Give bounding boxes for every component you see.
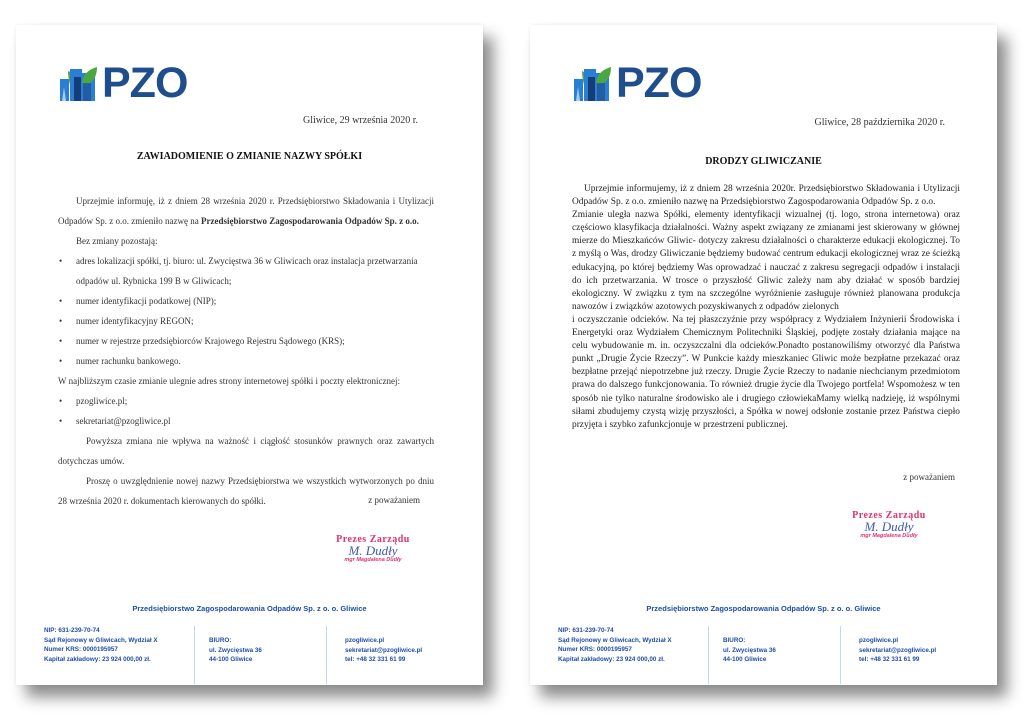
unchanged-label: Bez zmiany pozostają:: [76, 236, 158, 246]
letter-body: [58, 191, 434, 511]
validity-paragraph: Powyższa zmiana nie wpływa na ważność i ciągłość stosunków prawnych oraz zawartych dotychczas umów.: [58, 436, 434, 466]
list-item: • numer rachunku bankowego.: [58, 351, 434, 371]
footer-company-name: Przedsiębiorstwo Zagospodarowania Odpadów Sp. z o. o. Gliwice: [646, 604, 881, 613]
request-paragraph: Proszę o uwzględnienie nowej nazwy Przedsiębiorstwa we wszystkich wytworzonych po dniu 28 września 2020 r. dokumentach kierowanych do spółki.: [58, 476, 434, 506]
list-item: • adres lokalizacji spółki, tj. biuro: ul. Zwycięstwa 36 w Gliwicach oraz instalacja przetwarzania odpadów ul. Rybnicka 199 B w Gliwicach;: [58, 251, 434, 291]
intro-paragraph: [58, 191, 434, 231]
footer-office: [708, 626, 828, 684]
closing-text: z poważaniem: [368, 495, 420, 505]
letter-page-dear-residents: [530, 25, 997, 685]
office-city: 44-100 Gliwice: [723, 656, 767, 663]
footer-office: [194, 626, 314, 684]
letter-footer: [530, 604, 997, 663]
footer-contact: [326, 626, 422, 684]
letter-date: Gliwice, 28 października 2020 r.: [814, 117, 945, 128]
signature-role: Prezes Zarządu: [852, 510, 926, 521]
court: Sąd Rejonowy w Gliwicach, Wydział X: [558, 636, 672, 644]
letter-body: [572, 183, 960, 432]
list-item: • numer identyfikacyjny REGON;: [58, 311, 434, 331]
pzo-logo-icon: [572, 65, 612, 101]
letter-title: ZAWIADOMIENIE O ZMIANIE NAZWY SPÓŁKI: [136, 151, 363, 162]
change-label: W najbliższym czasie zmianie ulegnie adres strony internetowej spółki i poczty elektronicznej:: [58, 376, 400, 386]
office-city: 44-100 Gliwice: [209, 656, 253, 663]
footer-phone: tel: +48 32 331 61 99: [345, 656, 406, 663]
letter-page-name-change-notice: [16, 25, 483, 685]
signature-block: [844, 510, 934, 539]
office-street: ul. Zwycięstwa 36: [723, 646, 776, 654]
email-link[interactable]: • sekretariat@pzogliwice.pl: [58, 411, 434, 431]
paragraph-1: Uprzejmie informujemy, iż z dniem 28 września 2020r. Przedsiębiorstwo Składowania i Utylizacji Odpadów Sp. z o.o. zmieniło nazwę na Przedsiębiorstwo Zagospodarowania Odpadów Sp. z o.o.: [572, 184, 960, 208]
footer-registry: [558, 626, 708, 684]
footer-email[interactable]: sekretariat@pzogliwice.pl: [859, 646, 937, 654]
letter-date: Gliwice, 29 września 2020 r.: [303, 115, 418, 126]
letter-title: DRODZY GLIWICZANIE: [705, 156, 822, 167]
share-capital: Kapitał zakładowy: 23 924 000,00 zł.: [44, 655, 151, 663]
signature-name: mgr Magdalena Dudły: [344, 557, 402, 563]
office-label: BIURO:: [209, 637, 232, 644]
logo-wordmark: PZO: [102, 59, 188, 107]
krs-number: Numer KRS: 0000195957: [558, 646, 632, 653]
letter-footer: [16, 604, 483, 663]
share-capital: Kapitał zakładowy: 23 924 000,00 zł.: [558, 655, 665, 663]
change-list: [58, 391, 434, 431]
closing-text: z poważaniem: [903, 472, 955, 482]
paragraph-3: i oczyszczanie odcieków. Na tej płaszczyźnie przy współpracy z Wydziałem Inżynierii Środowiska i Energetyki oraz Wydziałem Chemicznym Politechniki Śląskiej, podjęte zostały działania mające na celu wybudowanie m. in. oczyszczalni dla odcieków.Ponadto postanowiliśmy otworzyć dla Państwa punkt „Drugie Życie Rzeczy”. W Punkcie każdy mieszkaniec Gliwic może bezpłatne przekazać oraz bezpłatne przejąć niepotrzebne już rzeczy. Drugie Życie Rzeczy to nadanie niechcianym przedmiotom prawa do dalszego funkcjonowania. To również drugie życie dla Twojego portfela! Wspomożesz w ten sposób nie tylko naturalne środowisko ale i drugiego człowiekaMamy wielką nadzieję, iż wspólnymi siłami zbudujemy czystą wizję przyszłości, a Spółka w nowej odsłonie zostanie przez Państwa ciepło przyjęta i szybko zafunkcjonuje w przestrzeni publicznej.: [572, 314, 960, 430]
unchanged-list: [58, 251, 434, 371]
footer-website[interactable]: pzogliwice.pl: [345, 637, 385, 644]
footer-email[interactable]: sekretariat@pzogliwice.pl: [345, 646, 423, 654]
intro-text: Uprzejmie informuję, iż z dniem 28 września 2020 r. Przedsiębiorstwo Składowania i Utylizacji Odpadów Sp. z o.o. zmieniło nazwę na: [58, 196, 434, 226]
list-item: • numer w rejestrze przedsiębiorców Krajowego Rejestru Sądowego (KRS);: [58, 331, 434, 351]
signature-block: [328, 534, 418, 563]
new-company-name: Przedsiębiorstwo Zagospodarowania Odpadów Sp. z o.o.: [200, 216, 419, 226]
footer-website[interactable]: pzogliwice.pl: [859, 637, 899, 644]
website-link[interactable]: • pzogliwice.pl;: [58, 391, 434, 411]
nip: NIP: 631-239-70-74: [558, 627, 614, 634]
footer-company-name: Przedsiębiorstwo Zagospodarowania Odpadów Sp. z o. o. Gliwice: [132, 604, 367, 613]
signature-name: mgr Magdalena Dudły: [860, 533, 918, 539]
pzo-logo-icon: [58, 65, 98, 101]
pzo-logo: [58, 59, 188, 107]
logo-wordmark: PZO: [616, 59, 702, 107]
pzo-logo: [572, 59, 702, 107]
office-street: ul. Zwycięstwa 36: [209, 646, 262, 654]
krs-number: Numer KRS: 0000195957: [44, 646, 118, 653]
paragraph-2: Zmianie uległa nazwa Spółki, elementy identyfikacji wizualnej (tj. logo, strona internetowa) oraz częściowo klasyfikacja działalności. Ważny aspekt związany ze zmianami jest skierowany w głównej mierze do Mieszkańców Gliwic- dotyczy zakresu działalności o charakterze edukacji ekologicznej. To z myślą o Was, drodzy Gliwiczanie będziemy budować centrum edukacji ekologicznej wraz ze ścieżką edukacyjną, po której będziemy Was oprowadzać i nauczać z zakresu segregacji odpadów i instalacji do ich przetwarzania. W trosce o przyszłość Gliwic zależy nam aby działać w sposób bardziej ekologiczny. W związku z tym na szczególne wyróżnienie zasługuje również planowana produkcja nawozów i związków azotowych pozyskiwanych z odpadów zielonych: [572, 210, 960, 312]
handwritten-signature: M. Dudły: [864, 519, 914, 534]
court: Sąd Rejonowy w Gliwicach, Wydział X: [44, 636, 158, 644]
signature-role: Prezes Zarządu: [336, 534, 410, 545]
footer-phone: tel: +48 32 331 61 99: [859, 656, 920, 663]
handwritten-signature: M. Dudły: [348, 543, 398, 558]
nip: NIP: 631-239-70-74: [44, 627, 100, 634]
office-label: BIURO:: [723, 637, 746, 644]
footer-contact: [840, 626, 936, 684]
list-item: • numer identyfikacji podatkowej (NIP);: [58, 291, 434, 311]
footer-registry: [44, 626, 194, 684]
